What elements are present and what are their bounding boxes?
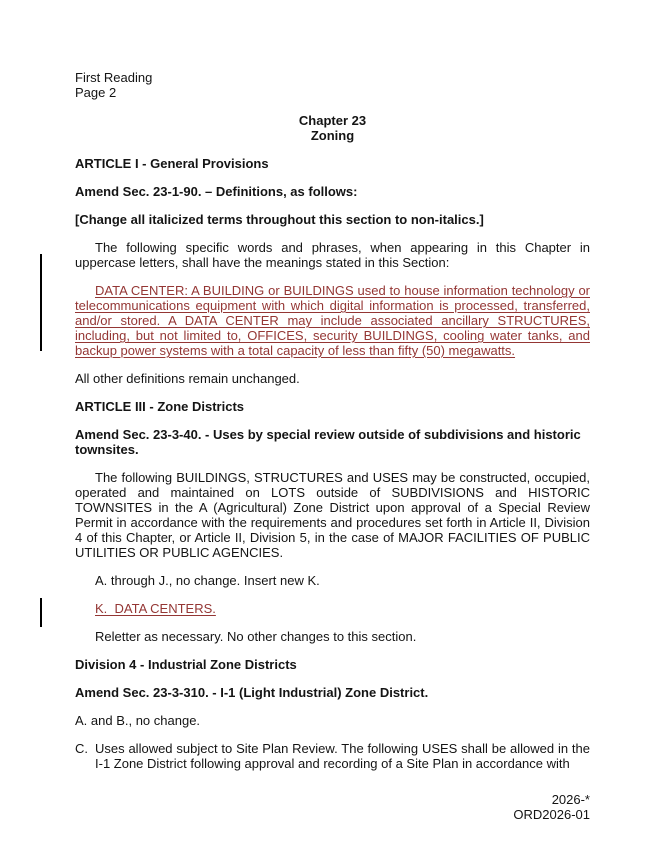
special-review-paragraph: The following BUILDINGS, STRUCTURES and USES may be constructed, occupied, operated and maintained on LOTS outside of SUBDIVISIONS and HISTORIC TOWNSITES in the A (Agricultural) Zone District upon approval of a Special Review Permit in accordance with the requirements and procedures set forth in Article II, Division 4 of this Chapter, or Article II, Division 5, in the case of MAJOR FACILITIES OF PUBLIC UTILITIES OR PUBLIC AGENCIES.	[75, 470, 590, 560]
k-data-centers-paragraph	[95, 601, 590, 616]
amend-sec-23-3-310-heading: Amend Sec. 23-3-310. - I-1 (Light Industrial) Zone District.	[75, 685, 429, 700]
header-first-reading: First Reading	[75, 70, 153, 85]
definitions-unchanged-note: All other definitions remain unchanged.	[75, 371, 300, 386]
division-4-heading: Division 4 - Industrial Zone Districts	[75, 657, 297, 672]
footer-ordinance-number: ORD2026-01	[513, 807, 590, 822]
item-c-paragraph	[75, 741, 590, 771]
reletter-note: Reletter as necessary. No other changes to this section.	[95, 629, 417, 644]
data-center-definition-paragraph	[75, 283, 590, 358]
italics-change-note: [Change all italicized terms throughout this section to non-italics.]	[75, 212, 484, 227]
revision-bar-definitions	[40, 254, 42, 351]
article-1-heading: ARTICLE I - General Provisions	[75, 156, 269, 171]
page-header	[75, 70, 590, 100]
page-footer	[75, 792, 590, 822]
item-c-marker: C.	[75, 741, 88, 756]
header-page-number: Page 2	[75, 85, 117, 100]
footer-ordinance-year: 2026-*	[551, 792, 590, 807]
chapter-title-line1: Chapter 23	[298, 113, 367, 128]
a-b-no-change-note: A. and B., no change.	[75, 713, 201, 728]
revision-bar-k-item	[40, 598, 42, 627]
data-center-definition-text: DATA CENTER: A BUILDING or BUILDINGS used to house information technology or telecommunications equipment with which digital information is processed, transferred, and/or stored. A DATA CENTER may include associated ancillary STRUCTURES, including, but not limited to, OFFICES, security BUILDINGS, cooling water tanks, and backup power systems with a total capacity of less than fifty (50) megawatts.	[75, 283, 590, 358]
k-data-centers-text: K. DATA CENTERS.	[95, 601, 216, 616]
insert-new-k-note: A. through J., no change. Insert new K.	[95, 573, 320, 588]
chapter-title	[75, 113, 590, 143]
chapter-title-line2: Zoning	[310, 128, 355, 143]
item-c-text: Uses allowed subject to Site Plan Review. The following USES shall be allowed in the I-1 Zone District following approval and recording of a Site Plan in accordance with	[95, 741, 590, 771]
amend-sec-23-1-90-heading: Amend Sec. 23-1-90. – Definitions, as follows:	[75, 184, 358, 199]
article-3-heading: ARTICLE III - Zone Districts	[75, 399, 245, 414]
definitions-intro-paragraph: The following specific words and phrases, when appearing in this Chapter in uppercase letters, shall have the meanings stated in this Section:	[75, 240, 590, 270]
amend-sec-23-3-40-heading: Amend Sec. 23-3-40. - Uses by special review outside of subdivisions and historic townsites.	[75, 427, 581, 457]
